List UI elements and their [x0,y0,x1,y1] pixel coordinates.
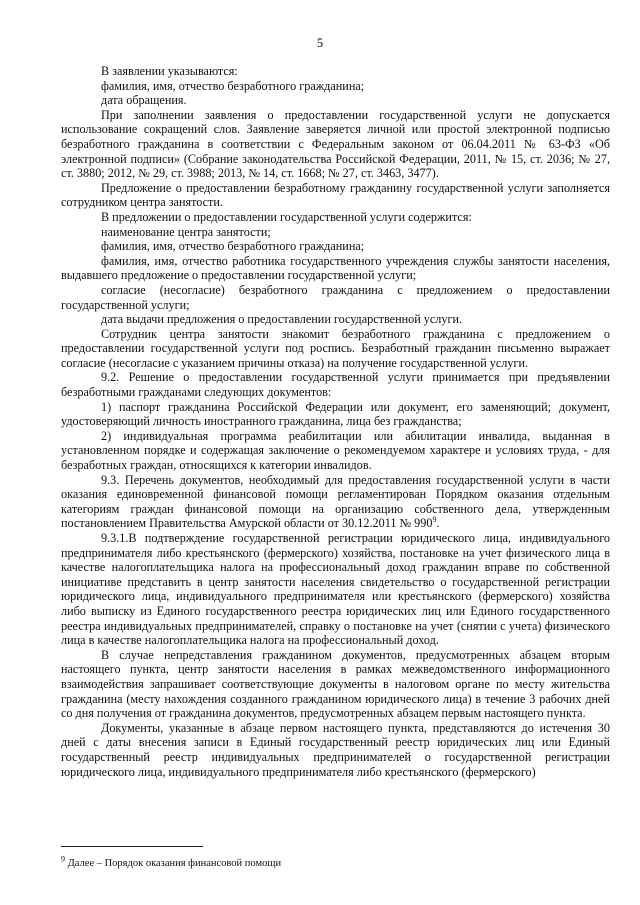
paragraph [61,312,610,327]
paragraph [61,210,610,225]
paragraph [61,721,610,779]
paragraph [61,370,610,399]
paragraph [61,108,610,181]
paragraph [61,254,610,283]
paragraph [61,239,610,254]
page-number: 5 [316,36,324,50]
footnote-separator [61,846,203,847]
paragraph [61,181,610,210]
paragraph [61,225,610,240]
paragraph-text: 1) паспорт гражданина Российской Федерации или документ, его заменяющий; документ, удостоверяющий личность иностранного гражданина, лица без гражданства; [61,399,610,429]
paragraph-text: 9.3. Перечень документов, необходимый для предоставления государственной услуги в части оказания единовременной финансовой помощи регламентирован Порядком оказания отдельным категориям граждан финансовой помощи на организацию собственного дела, утвержденным постановлением Правительства Амурской области от 30.12.2011 № 990 [61,472,610,531]
paragraph-text: фамилия, имя, отчество безработного гражданина; [101,239,365,254]
paragraph-tail: . [436,516,440,531]
paragraph [61,64,610,79]
paragraph [61,283,610,312]
paragraph [61,473,610,531]
paragraph-text: 9.2. Решение о предоставлении государственной услуги принимается при предъявлении безработными гражданами следующих документов: [61,370,610,400]
paragraph-text: 2) индивидуальная программа реабилитации или абилитации инвалида, выданная в установленном порядке и содержащая заключение о рекомендуемом характере и условиях труда, - для безработных граждан, относящихся к категории инвалидов. [61,428,610,473]
paragraph [61,400,610,429]
document-body [61,64,610,779]
paragraph-text: 9.3.1.В подтверждение государственной регистрации юридического лица, индивидуального предпринимателя либо крестьянского (фермерского) хозяйства, постановке на учет физического лица в качестве налогоплательщика налога на профессиональный доход гражданин вправе по собственной инициативе представить в центр занятости населения свидетельство о государственной регистрации юридического лица, индивидуального предпринимателя или крестьянского (фермерского) хозяйства либо выписку из Единого государственного реестра юридических лиц или Единого государственного реестра индивидуальных предпринимателей, справку о постановке на учет (снятии с учета) физического лица в качестве налогоплательщика налога на профессиональный доход. [61,531,610,648]
footnote-text: Далее – Порядок оказания финансовой помощи [67,858,282,869]
paragraph-text: В предложении о предоставлении государственной услуги содержится: [101,209,472,224]
paragraph-text: фамилия, имя, отчество работника государственного учреждения службы занятости населения, выдавшего предложение о предоставлении государственной услуги; [61,253,610,283]
paragraph [61,327,610,371]
paragraph-text: наименование центра занятости; [101,224,271,239]
paragraph-text: В случае непредставления гражданином документов, предусмотренных абзацем вторым настоящего пункта, центр занятости населения в рамках межведомственного информационного взаимодействия запрашивает соответствующие документы в налоговом органе по месту жительства гражданина (месту нахождения созданного гражданином юридического лица) в течение 3 рабочих дней со дня получения от гражданина документов, предусмотренных абзацем первым настоящего пункта. [61,647,610,721]
paragraph [61,79,610,94]
footnote-reference: 9 [432,515,437,525]
footnote-marker: 9 [61,854,65,864]
paragraph-text: дата выдачи предложения о предоставлении государственной услуги. [101,312,463,327]
paragraph [61,648,610,721]
paragraph-text: При заполнении заявления о предоставлении государственной услуги не допускается использование сокращений слов. Заявление заверяется личной или простой электронной подписью безработного гражданина в соответствии с Федеральным законом от 06.04.2011 № 63-ФЗ «Об электронной подписи» (Собрание законодательства Российской Федерации, 2011, № 15, ст. 2036; № 27, ст. 3880; 2012, № 29, ст. 3988; 2013, № 14, ст. 1668; № 27, ст. 3463, 3477). [61,107,610,181]
paragraph-text: Предложение о предоставлении безработному гражданину государственной услуги заполняется сотрудником центра занятости. [61,180,610,210]
paragraph-text: Сотрудник центра занятости знакомит безработного гражданина с предложением о предоставлении государственной услуги под роспись. Безработный гражданин письменно выражает согласие (несогласие с указанием причины отказа) на получение государственной услуги. [61,326,610,370]
paragraph-text: фамилия, имя, отчество безработного гражданина; [101,78,365,93]
paragraph-text: Документы, указанные в абзаце первом настоящего пункта, представляются до истечения 30 дней с даты внесения записи в Единый государственный реестр юридических лиц или Единый государственный реестр индивидуальных предпринимателей о государственной регистрации юридического лица, индивидуального предпринимателя либо крестьянского (фермерского) [61,720,610,779]
paragraph-text: дата обращения. [101,93,187,108]
paragraph [61,93,610,108]
paragraph-text: согласие (несогласие) безработного гражданина с предложением о предоставлении государственной услуги; [61,282,610,312]
paragraph-text: В заявлении указываются: [101,64,238,78]
paragraph [61,429,610,473]
footnote [61,854,610,870]
paragraph [61,531,610,648]
